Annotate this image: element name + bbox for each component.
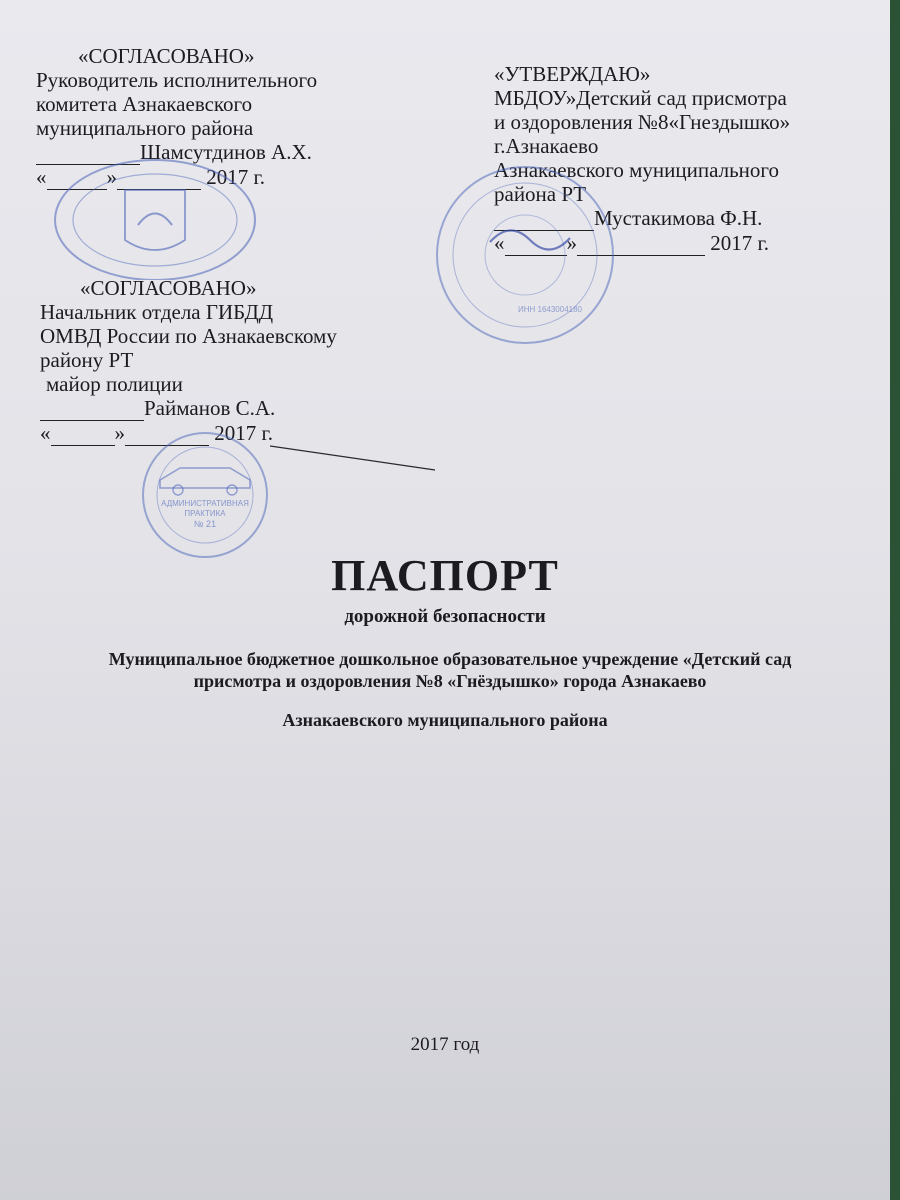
approval-line: и оздоровления №8«Гнездышко» <box>494 110 791 134</box>
page-title: ПАСПОРТ <box>331 551 559 600</box>
approval-line: майор полиции <box>46 372 183 396</box>
approval-line: МБДОУ»Детский сад присмотра <box>494 86 787 110</box>
organization-name <box>60 648 840 692</box>
approval-line: района РТ <box>494 182 587 206</box>
document-year: 2017 год <box>410 1034 480 1055</box>
date-year: 2017 г. <box>214 421 273 445</box>
pen-stroke-line <box>270 440 440 480</box>
approval-heading: «СОГЛАСОВАНО» <box>80 276 257 300</box>
signature-line <box>40 396 144 421</box>
approval-line: Руководитель исполнительного <box>36 68 318 92</box>
approval-line: г.Азнакаево <box>494 134 599 158</box>
approval-line: району РТ <box>40 348 134 372</box>
stamp-text: ПРАКТИКА <box>184 509 226 518</box>
organization-name-line: Муниципальное бюджетное дошкольное образовательное учреждение «Детский сад <box>108 649 792 669</box>
date-quote-close: » <box>114 421 125 445</box>
approval-line: муниципального района <box>36 116 254 140</box>
signer-name: Шамсутдинов А.Х. <box>140 140 312 164</box>
car-icon <box>160 468 250 488</box>
background-edge <box>890 0 900 1200</box>
approval-heading: «СОГЛАСОВАНО» <box>78 44 255 68</box>
day-line <box>51 421 115 446</box>
signature-row <box>40 396 337 421</box>
coat-of-arms-icon <box>125 190 185 250</box>
approval-block-traffic-police <box>40 276 337 446</box>
traffic-police-stamp <box>120 430 290 560</box>
approval-line: ОМВД России по Азнакаевскому <box>40 324 337 348</box>
date-quote-close: » <box>566 231 577 255</box>
approval-line: Начальник отдела ГИБДД <box>40 300 274 324</box>
page-subtitle: дорожной безопасности <box>344 606 546 627</box>
handwritten-signature-icon <box>490 230 570 249</box>
date-quote-close: » <box>106 165 117 189</box>
date-year: 2017 г. <box>206 165 265 189</box>
signer-name: Райманов С.А. <box>144 396 276 420</box>
approval-heading: «УТВЕРЖДАЮ» <box>494 62 651 86</box>
stamp-text: № 21 <box>193 519 217 529</box>
district-name: Азнакаевского муниципального района <box>282 710 608 730</box>
organization-name-line: присмотра и оздоровления №8 «Гнёздышко» города Азнакаево <box>193 671 707 691</box>
approval-line: комитета Азнакаевского <box>36 92 253 116</box>
stamp-text: АДМИНИСТРАТИВНАЯ <box>161 499 249 508</box>
kindergarten-stamp <box>430 160 620 350</box>
date-quote-open: « <box>494 231 505 255</box>
date-quote-open: « <box>36 165 47 189</box>
date-quote-open: « <box>40 421 51 445</box>
stamp-text: ИНН 1643004180 <box>517 305 583 314</box>
executive-committee-stamp <box>30 150 280 280</box>
approval-line: Азнакаевского муниципального <box>494 158 780 182</box>
date-year: 2017 г. <box>710 231 769 255</box>
signer-name: Мустакимова Ф.Н. <box>594 206 763 230</box>
